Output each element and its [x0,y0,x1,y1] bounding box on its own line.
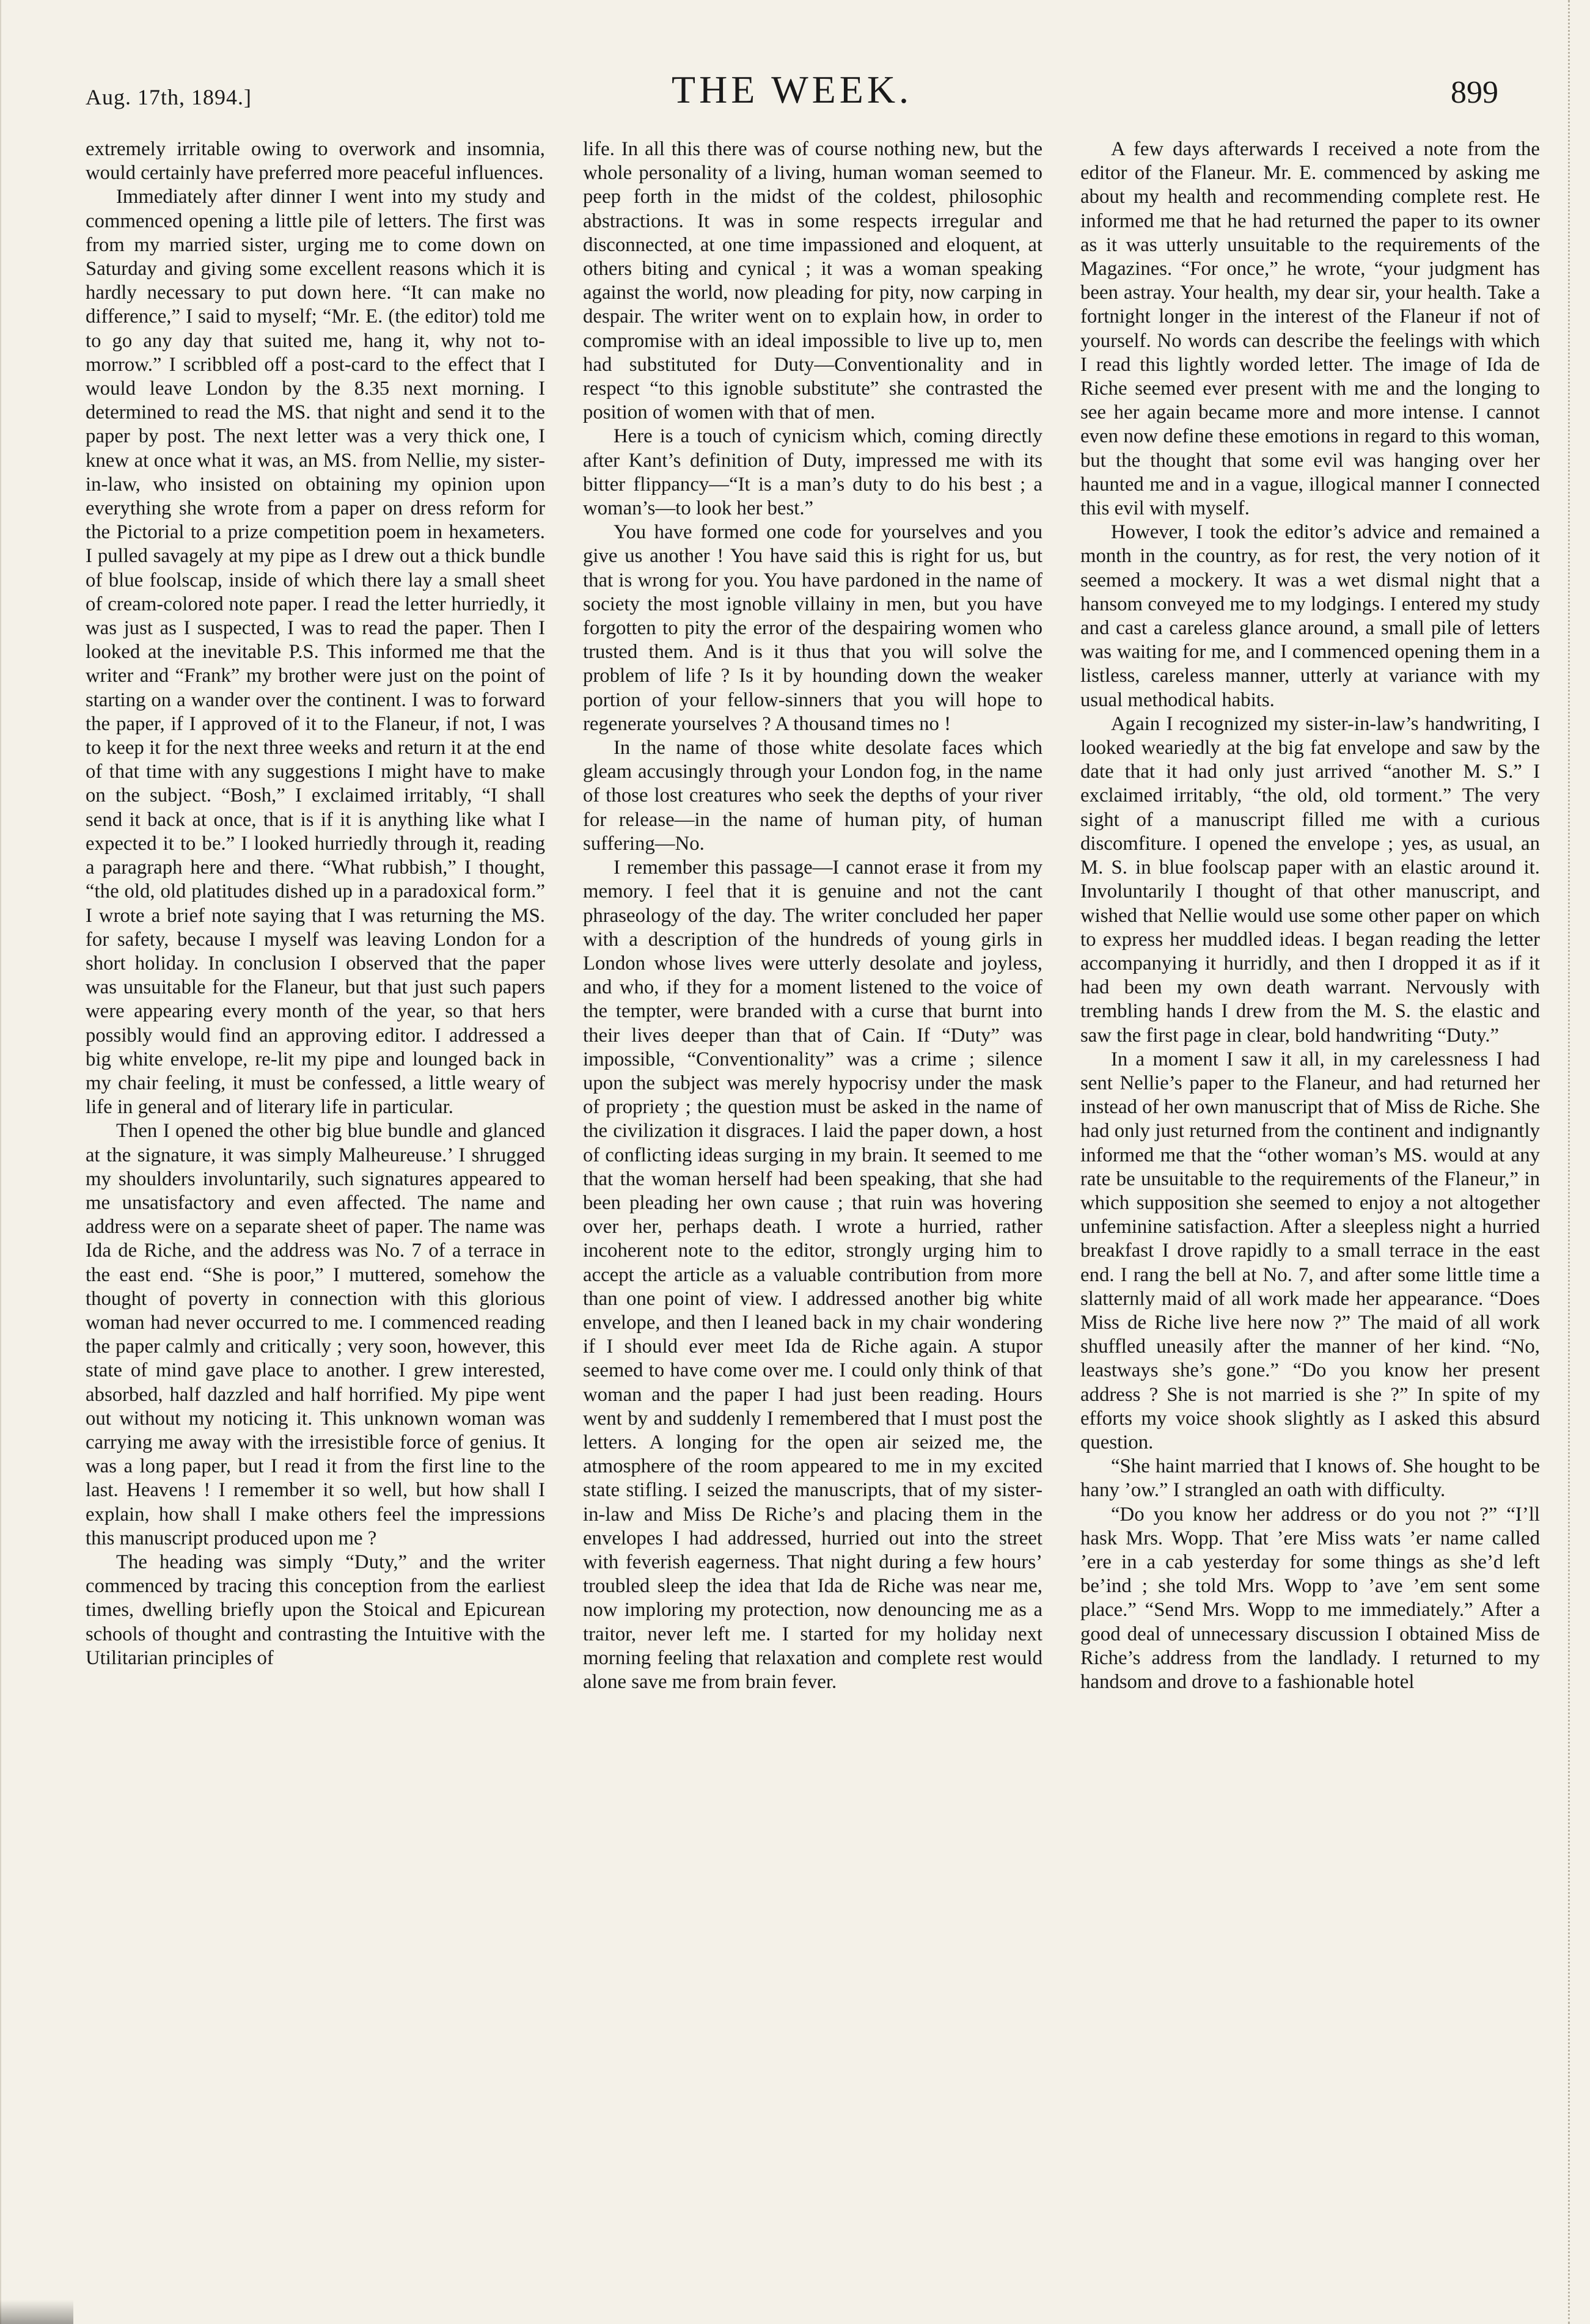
issue-date: Aug. 17th, 1894.] [86,85,252,109]
page-edge-shadow [0,0,1,2324]
text-columns [86,137,1540,2270]
paragraph: Immediately after dinner I went into my study and commenced opening a little pile of letters. The first was from my married sister, urging me to come down on Saturday and giving some excellent reasons which it is hardly necessary to put down here. “It can make no difference,” I said to myself; “Mr. E. (the editor) told me to go any day that suited me, hang it, why not to-morrow.” I scribbled off a post-card to the effect that I would leave London by the 8.35 next morning. I determined to read the MS. that night and send it to the paper by post. The next letter was a very thick one, I knew at once what it was, an MS. from Nellie, my sister-in-law, who insisted on obtaining my opinion upon everything she wrote from a paper on dress reform for the Pictorial to a prize competition poem in hexameters. I pulled savagely at my pipe as I drew out a thick bundle of blue foolscap, inside of which there lay a small sheet of cream-colored note paper. I read the letter hurriedly, it was just as I suspected, I was to read the paper. Then I looked at the inevitable P.S. This informed me that the writer and “Frank” my brother were just on the point of starting on a wander over the continent. I was to forward the paper, if I approved of it to the Flaneur, if not, I was to keep it for the next three weeks and return it at the end of that time with any suggestions I might have to make on the subject. “Bosh,” I exclaimed irritably, “I shall send it back at once, that is if it is anything like what I expected it to be.” I looked hurriedly through it, reading a paragraph here and there. “What rubbish,” I thought, “the old, old platitudes dished up in a paradoxical form.” I wrote a brief note saying that I was returning the MS. for safety, because I myself was leaving London for a short holiday. In conclusion I observed that the paper was unsuitable for the Flaneur, but that just such papers were appearing every month of the year, so that hers possibly would find an approving editor. I addressed a big white envelope, re-lit my pipe and lounged back in my chair feeling, it must be confessed, a little weary of life in general and of literary life in particular. [86,186,545,1119]
paragraph: Again I recognized my sister-in-law’s handwriting, I looked weariedly at the big fat envelope and saw by the date that it had only just arrived “another M. S.” I exclaimed irritably, “the old, old torment.” The very sight of a manuscript filled me with a curious discomfiture. I opened the envelope ; yes, as usual, an M. S. in blue foolscap paper with an elastic around it. Involuntarily I thought of that other manuscript, and wished that Nellie would use some other paper on which to express her muddled ideas. I began reading the letter accompanying it hurridly, and then I dropped it as if it had been my own death warrant. Nervously with trembling hands I drew from the M. S. the elastic and saw the first page in clear, bold handwriting “Duty.” [1080,712,1540,1047]
column-3 [1080,137,1540,2270]
paragraph: “She haint married that I knows of. She hought to be hany ’ow.” I strangled an oath with difficulty. [1080,1455,1540,1502]
binding-perforation [1568,0,1572,2324]
paragraph: In the name of those white desolate faces which gleam accusingly through your London fog, in the name of those lost creatures who seek the depths of your river for release—in the name of human pity, of human suffering—No. [583,737,1042,855]
paragraph: The heading was simply “Duty,” and the writer commenced by tracing this conception from the earliest times, dwelling briefly upon the Stoical and Epicurean schools of thought and contrasting the Intuitive with the Utilitarian principles of [86,1551,545,1669]
scan-artifact [0,2300,73,2324]
paragraph: Here is a touch of cynicism which, coming directly after Kant’s definition of Duty, impressed me with its bitter flippancy—“It is a man’s duty to do his best ; a woman’s—to look her best.” [583,425,1042,520]
paragraph: You have formed one code for yourselves and you give us another ! You have said this is right for us, but that is wrong for you. You have pardoned in the name of society the most ignoble villainy in men, but you have forgotten to pity the error of the despairing women who trusted them. And is it thus that you will solve the problem of life ? Is it by hounding down the weaker portion of your fellow-sinners that you will hope to regenerate yourselves ? A thousand times no ! [583,521,1042,735]
paragraph: Then I opened the other big blue bundle and glanced at the signature, it was simply Malheureuse.’ I shrugged my shoulders involuntarily, such signatures appeared to me unsatisfactory and even affected. The name and address were on a separate sheet of paper. The name was Ida de Riche, and the address was No. 7 of a terrace in the east end. “She is poor,” I muttered, somehow the thought of poverty in connection with this glorious woman had never occurred to me. I commenced reading the paper calmly and critically ; very soon, however, this state of mind gave place to another. I grew interested, absorbed, half dazzled and half horrified. My pipe went out without my noticing it. This unknown woman was carrying me away with the irresistible force of genius. It was a long paper, but I read it from the first line to the last. Heavens ! I remember it so well, but how shall I explain, how shall I make others feel the impressions this manuscript produced upon me ? [86,1120,545,1549]
paragraph: life. In all this there was of course nothing new, but the whole personality of a living, human woman seemed to peep forth in the midst of the coldest, philosophic abstractions. It was in some respects irregular and disconnected, at one time impassioned and eloquent, at others biting and cynical ; it was a woman speaking against the world, now pleading for pity, now carping in despair. The writer went on to explain how, in order to compromise with an ideal impossible to live up to, men had substituted for Duty—Conventionality and in respect “to this ignoble substitute” she contrasted the position of women with that of men. [583,138,1042,424]
paragraph: However, I took the editor’s advice and remained a month in the country, as for rest, the very notion of it seemed a mockery. It was a wet dismal night that a hansom conveyed me to my lodgings. I entered my study and cast a careless glance around, a small pile of letters was waiting for me, and I commenced opening them in a listless, careless manner, utterly at variance with my usual methodical habits. [1080,521,1540,711]
page-number: 899 [1451,75,1498,110]
paragraph: “Do you know her address or do you not ?” “I’ll hask Mrs. Wopp. That ’ere Miss wats ’er name called ’ere in a cab yesterday for some things as she’d left be’ind ; she told Mrs. Wopp to ’ave ’em sent some place.” “Send Mrs. Wopp to me immediately.” After a good deal of unnecessary discussion I obtained Miss de Riche’s address from the landlady. I returned to my handsom and drove to a fashionable hotel [1080,1503,1540,1693]
paragraph: I remember this passage—I cannot erase it from my memory. I feel that it is genuine and not the cant phraseology of the day. The writer concluded her paper with a description of the hundreds of young girls in London whose lives were utterly desolate and joyless, and who, if they for a moment listened to the voice of the tempter, were branded with a curse that burnt into their lives deeper than that of Cain. If “Duty” was impossible, “Conventionality” was a crime ; silence upon the subject was merely hypocrisy under the mask of propriety ; the question must be asked in the name of the civilization it disgraces. I laid the paper down, a host of conflicting ideas surging in my brain. It seemed to me that the woman herself had been speaking, that she had been pleading her own cause ; that ruin was hovering over her, perhaps death. I wrote a hurried, rather incoherent note to the editor, strongly urging him to accept the article as a valuable contribution from more than one point of view. I addressed another big white envelope, and then I leaned back in my chair wondering if I should ever meet Ida de Riche again. A stupor seemed to have come over me. I could only think of that woman and the paper I had just been reading. Hours went by and suddenly I remembered that I must post the letters. A longing for the open air seized me, the atmosphere of the room appeared to me in my excited state stifling. I seized the manuscripts, that of my sister-in-law and Miss De Riche’s and placing them in the envelopes I had addressed, hurried out into the street with feverish eagerness. That night during a few hours’ troubled sleep the idea that Ida de Riche was near me, now imploring my protection, now denouncing me as a traitor, never left me. I started for my holiday next morning feeling that relaxation and complete rest would alone save me from brain fever. [583,857,1042,1693]
page-header [79,61,1504,128]
column-1 [86,137,545,2270]
column-2 [583,137,1042,2270]
paragraph: extremely irritable owing to overwork and insomnia, would certainly have preferred more peaceful influences. [86,138,545,185]
paragraph: A few days afterwards I received a note from the editor of the Flaneur. Mr. E. commenced by asking me about my health and recommending complete rest. He informed me that he had returned the paper to its owner as it was utterly unsuitable to the requirements of the Magazines. “For once,” he wrote, “your judgment has been astray. Your health, my dear sir, your health. Take a fortnight longer in the interest of the Flaneur if not of yourself. No words can describe the feelings with which I read this lightly worded letter. The image of Ida de Riche seemed ever present with me and the longing to see her again became more and more intense. I cannot even now define these emotions in regard to this woman, but the thought that some evil was hanging over her haunted me and in a vague, illogical manner I connected this evil with myself. [1080,138,1540,520]
paragraph: In a moment I saw it all, in my carelessness I had sent Nellie’s paper to the Flaneur, and had returned her instead of her own manuscript that of Miss de Riche. She had only just returned from the continent and indignantly informed me that the “other woman’s MS. would at any rate be unsuitable to the requirements of the Flaneur,” in which supposition she seemed to enjoy a not altogether unfeminine satisfaction. After a sleepless night a hurried breakfast I drove rapidly to a small terrace in the east end. I rang the bell at No. 7, and after some little time a slatternly maid of all work made her appearance. “Does Miss de Riche live here now ?” The maid of all work shuffled uneasily after the manner of her kind. “No, leastways she’s gone.” “Do you know her present address ? She is not married is she ?” In spite of my efforts my voice shook slightly as I asked this absurd question. [1080,1048,1540,1453]
publication-title: THE WEEK. [671,68,913,111]
